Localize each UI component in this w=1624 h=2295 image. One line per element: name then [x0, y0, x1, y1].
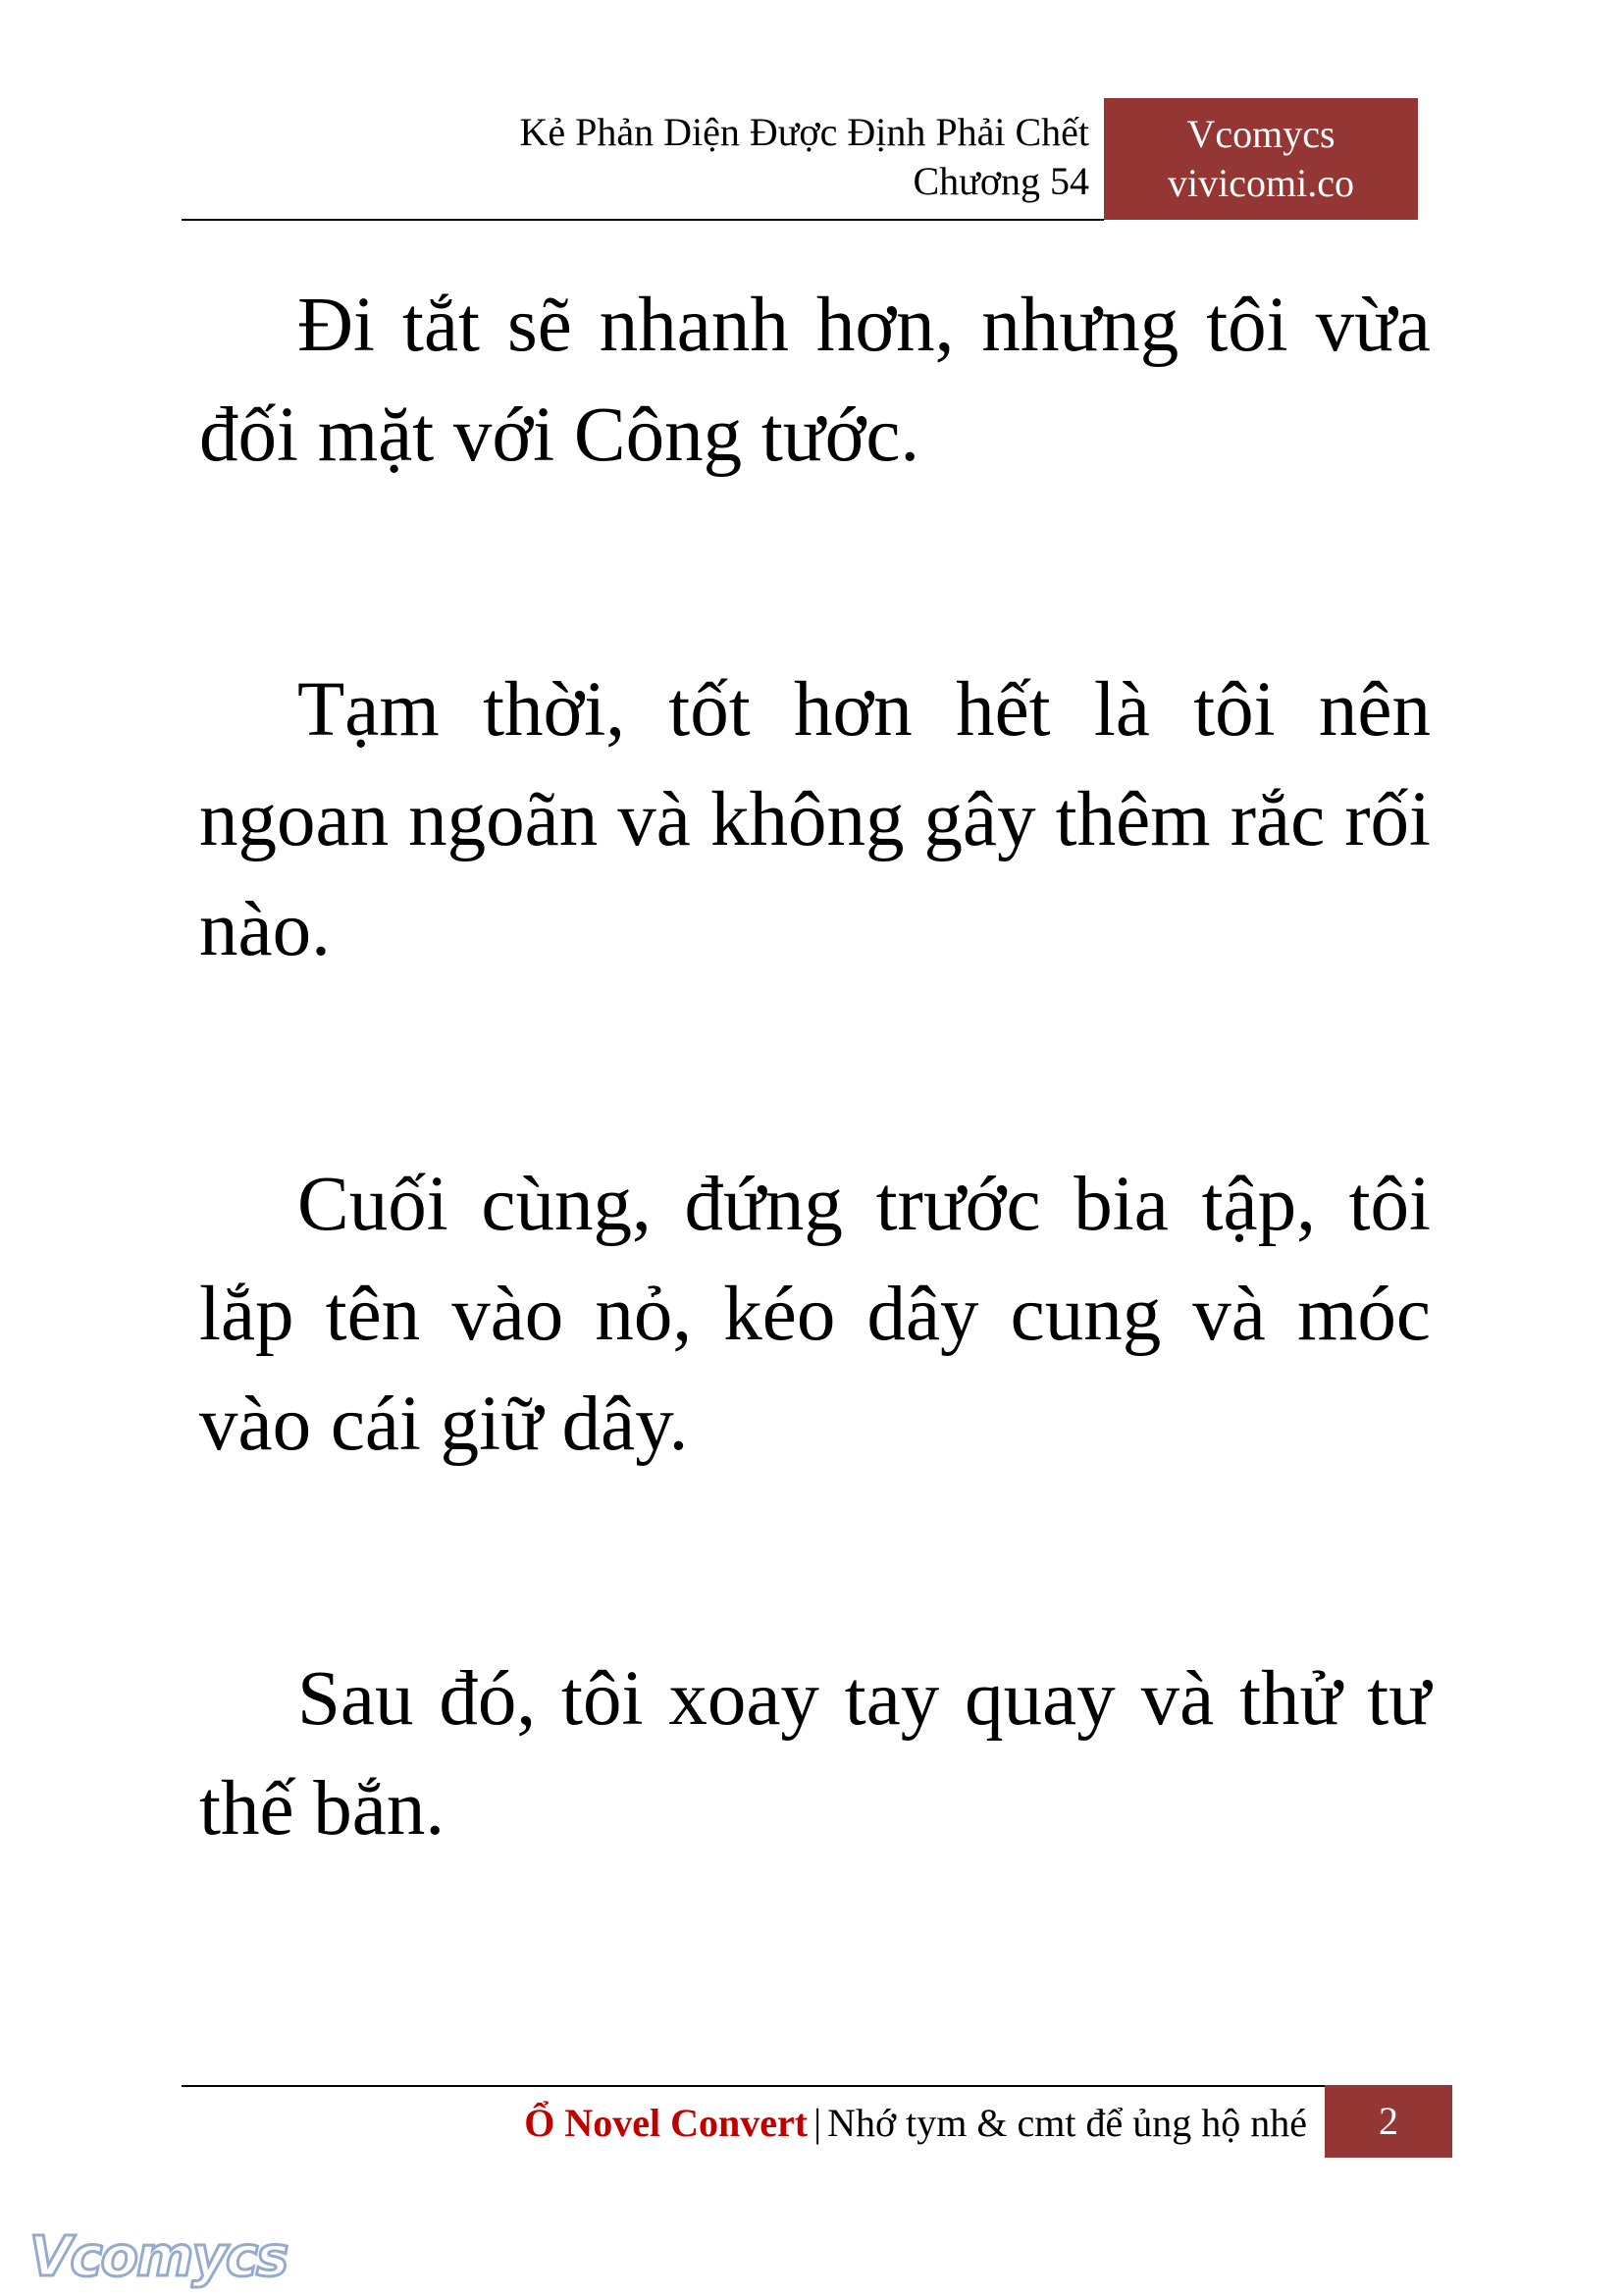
book-title: Kẻ Phản Diện Được Định Phải Chết	[519, 110, 1089, 154]
site-badge	[1104, 98, 1418, 220]
paragraph: Đi tắt sẽ nhanh hơn, nhưng tôi vừa đối mặt với Công tước.	[199, 283, 1431, 478]
footer-brand: Ổ Novel Convert	[524, 2101, 809, 2145]
chapter-label: Chương 54	[913, 159, 1089, 203]
paragraph: Tạm thời, tốt hơn hết là tôi nên ngoan ngoãn và không gây thêm rắc rối nào.	[199, 667, 1431, 972]
footer-divider	[182, 2085, 1325, 2087]
footer-message: Nhớ tym & cmt để ủng hộ nhé	[827, 2101, 1307, 2145]
page-header	[182, 98, 1418, 220]
page-footer	[182, 2085, 1452, 2158]
chapter-body	[199, 271, 1431, 1864]
page-number: 2	[1325, 2085, 1452, 2158]
watermark-logo: Vcomycs	[29, 2225, 288, 2289]
footer-text	[524, 2099, 1307, 2148]
site-badge-name: Vcomycs	[1186, 112, 1336, 156]
site-badge-url: vivicomi.co	[1168, 161, 1354, 205]
paragraph: Cuối cùng, đứng trước bia tập, tôi lắp tên vào nỏ, kéo dây cung và móc vào cái giữ dây.	[199, 1162, 1431, 1467]
header-title-block	[519, 108, 1089, 206]
footer-separator: |	[813, 2101, 822, 2145]
header-divider	[182, 219, 1104, 221]
paragraph: Sau đó, tôi xoay tay quay và thử tư thế bắn.	[199, 1656, 1431, 1852]
